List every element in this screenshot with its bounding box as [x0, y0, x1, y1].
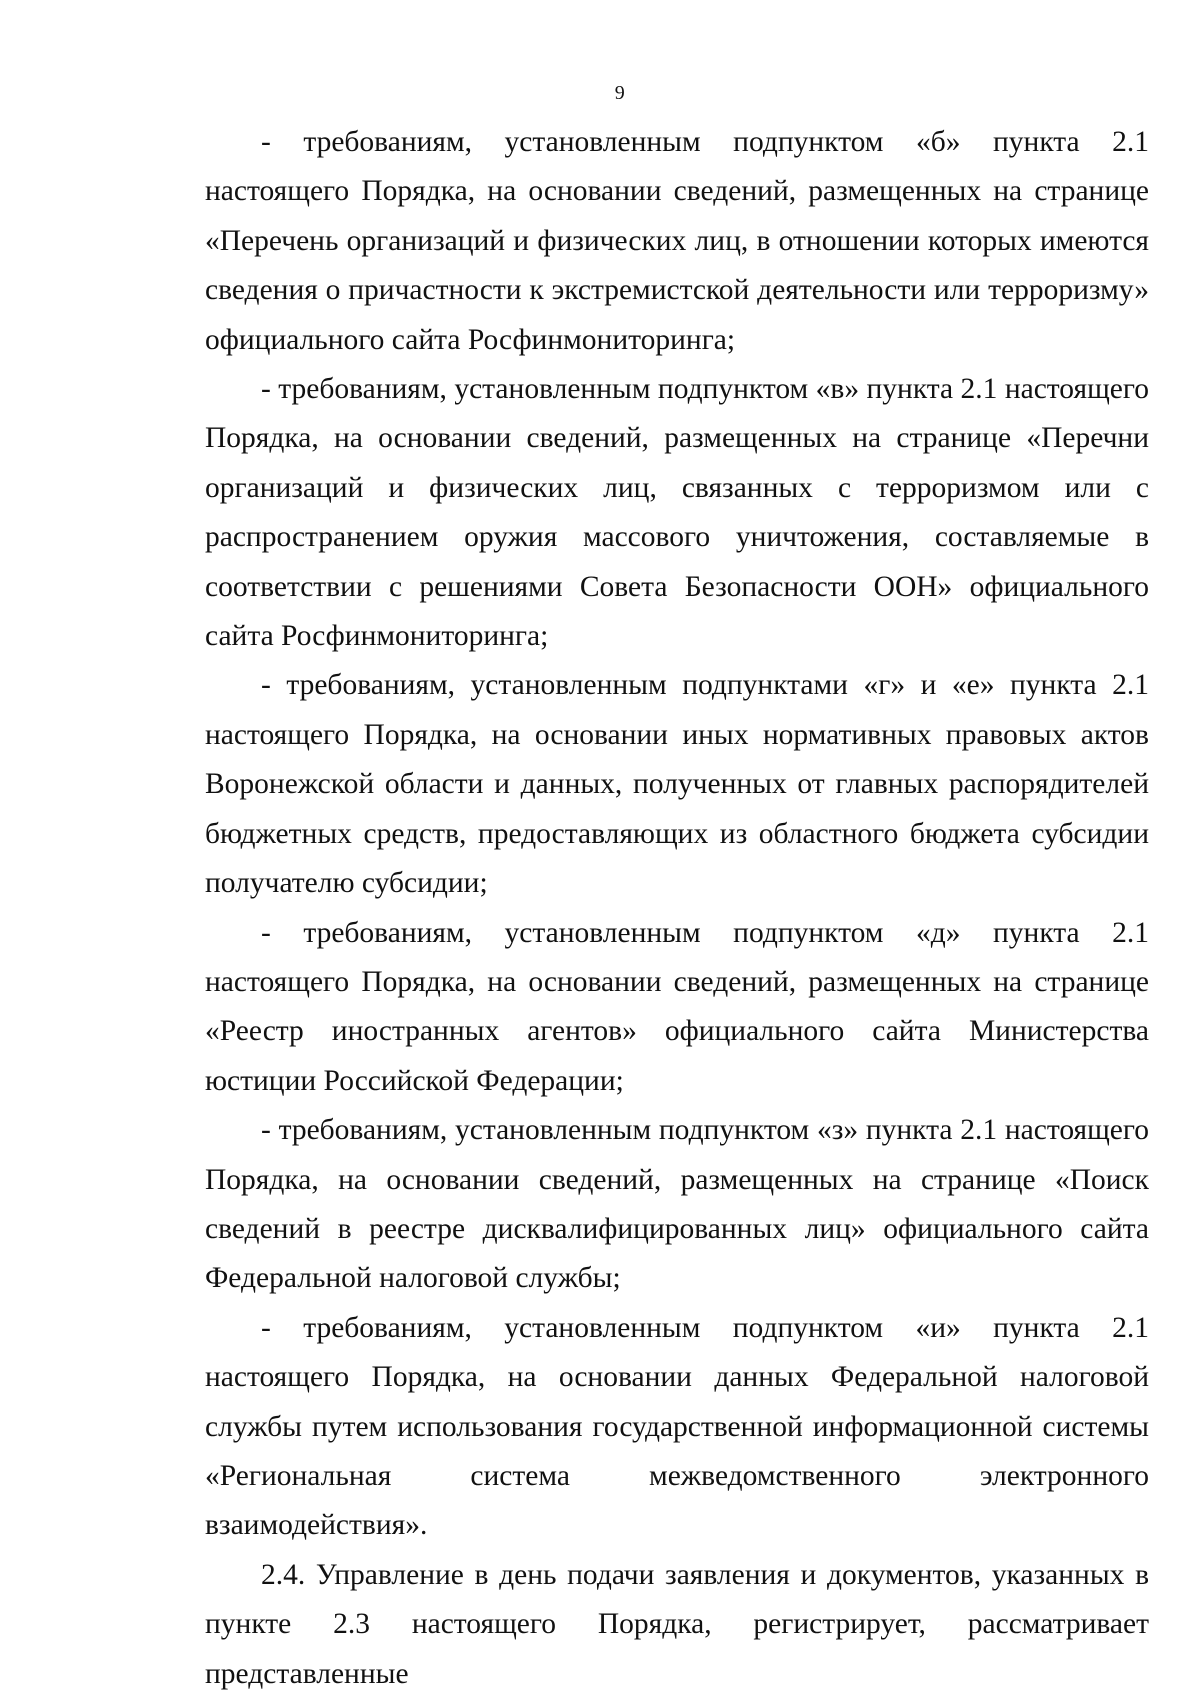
- paragraph-requirement-b: - требованиям, установленным подпунктом «б» пункта 2.1 настоящего Порядка, на основании сведений, размещенных на странице «Перечень организаций и физических лиц, в отношении которых имеются сведения о причастности к экстремистской деятельности или терроризму» официального сайта Росфинмониторинга;: [205, 126, 1149, 356]
- paragraph-requirement-i: - требованиям, установленным подпунктом «и» пункта 2.1 настоящего Порядка, на основании данных Федеральной налоговой службы путем использования государственной информационной системы «Региональная система межведомственного электронного взаимодействия».: [205, 1311, 1149, 1542]
- document-body: [205, 118, 1149, 1699]
- paragraph-section-2-4: 2.4. Управление в день подачи заявления и документов, указанных в пункте 2.3 настоящего Порядка, регистрирует, рассматривает представленные: [205, 1558, 1149, 1690]
- page-number: 9: [614, 82, 626, 104]
- paragraph-requirement-z: - требованиям, установленным подпунктом «з» пункта 2.1 настоящего Порядка, на основании сведений, размещенных на странице «Поиск сведений в реестре дисквалифицированных лиц» официального сайта Федеральной налоговой службы;: [205, 1114, 1149, 1295]
- paragraph-requirement-g-e: - требованиям, установленным подпунктами «г» и «е» пункта 2.1 настоящего Порядка, на основании иных нормативных правовых актов Воронежской области и данных, полученных от главных распорядителей бюджетных средств, предоставляющих из областного бюджета субсидии получателю субсидии;: [205, 669, 1149, 900]
- paragraph-requirement-d: - требованиям, установленным подпунктом «д» пункта 2.1 настоящего Порядка, на основании сведений, размещенных на странице «Реестр иностранных агентов» официального сайта Министерства юстиции Российской Федерации;: [205, 916, 1149, 1097]
- paragraph-requirement-v: - требованиям, установленным подпунктом «в» пункта 2.1 настоящего Порядка, на основании сведений, размещенных на странице «Перечни организаций и физических лиц, связанных с терроризмом или с распространением оружия массового уничтожения, составляемые в соответствии с решениями Совета Безопасности ООН» официального сайта Росфинмониторинга;: [205, 373, 1149, 653]
